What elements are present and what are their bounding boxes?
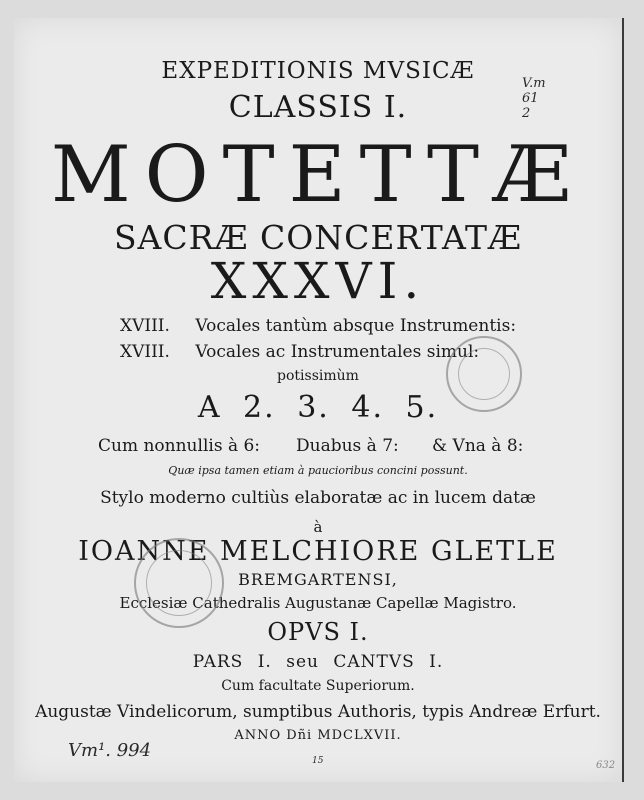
- hw-note-3: 2: [522, 106, 531, 121]
- vocal-row-2-text: Vocales ac Instrumentales simul:: [195, 342, 480, 362]
- year-line: ANNO Dñi MDCLXVII.: [234, 728, 402, 743]
- library-stamp-right: [446, 336, 522, 412]
- class-title: CLASSIS I.: [228, 90, 408, 125]
- subtitle: SACRÆ CONCERTATÆ: [113, 218, 523, 257]
- vocal-row-2-number: XVIII.: [120, 342, 170, 362]
- hw-note-1: V.m: [522, 76, 546, 91]
- vocal-row-1: [120, 316, 516, 336]
- vocal-row-2: [120, 342, 479, 362]
- composer-origin: BREMGARTENSI,: [238, 570, 398, 589]
- cum-nonnullis: Cum nonnullis à 6:: [98, 436, 261, 456]
- opus-number: OPVS I.: [267, 618, 369, 646]
- a-line: à: [313, 518, 323, 536]
- composer-position: Ecclesiæ Cathedralis Augustanæ Capellæ Magistro.: [119, 594, 517, 612]
- motet-count: XXXVI.: [210, 252, 426, 310]
- series-title: EXPEDITIONIS MVSICÆ: [161, 58, 475, 84]
- page-number-note: 632: [596, 760, 616, 771]
- quae-note: Quæ ipsa tamen etiam à paucioribus concini possunt.: [168, 464, 468, 477]
- vocal-row-1-text: Vocales tantùm absque Instrumentis:: [195, 316, 517, 336]
- hw-note-2: 61: [522, 91, 539, 106]
- vna: & Vna à 8:: [432, 436, 524, 456]
- duabus: Duabus à 7:: [296, 436, 399, 456]
- voice-counts: A 2. 3. 4. 5.: [197, 390, 439, 425]
- composer-name: IOANNE MELCHIORE GLETLE: [78, 536, 558, 567]
- main-title: MOTETTÆ: [50, 130, 586, 220]
- handwritten-number: 15: [312, 756, 324, 766]
- handwritten-shelfmark: Vm¹. 994: [68, 740, 152, 761]
- imprint-line: Augustæ Vindelicorum, sumptibus Authoris, typis Andreæ Erfurt.: [35, 702, 601, 722]
- handwritten-shelf-note: [522, 76, 546, 121]
- vocal-row-1-number: XVIII.: [120, 316, 170, 336]
- title-page: [14, 18, 624, 782]
- part-line: PARS I. seu CANTVS I.: [192, 652, 444, 672]
- facultate-line: Cum facultate Superiorum.: [221, 678, 415, 694]
- stylo-line: Stylo moderno cultiùs elaboratæ ac in lucem datæ: [100, 488, 536, 508]
- potissimum-line: potissimùm: [277, 368, 359, 384]
- library-stamp-left: [134, 538, 224, 628]
